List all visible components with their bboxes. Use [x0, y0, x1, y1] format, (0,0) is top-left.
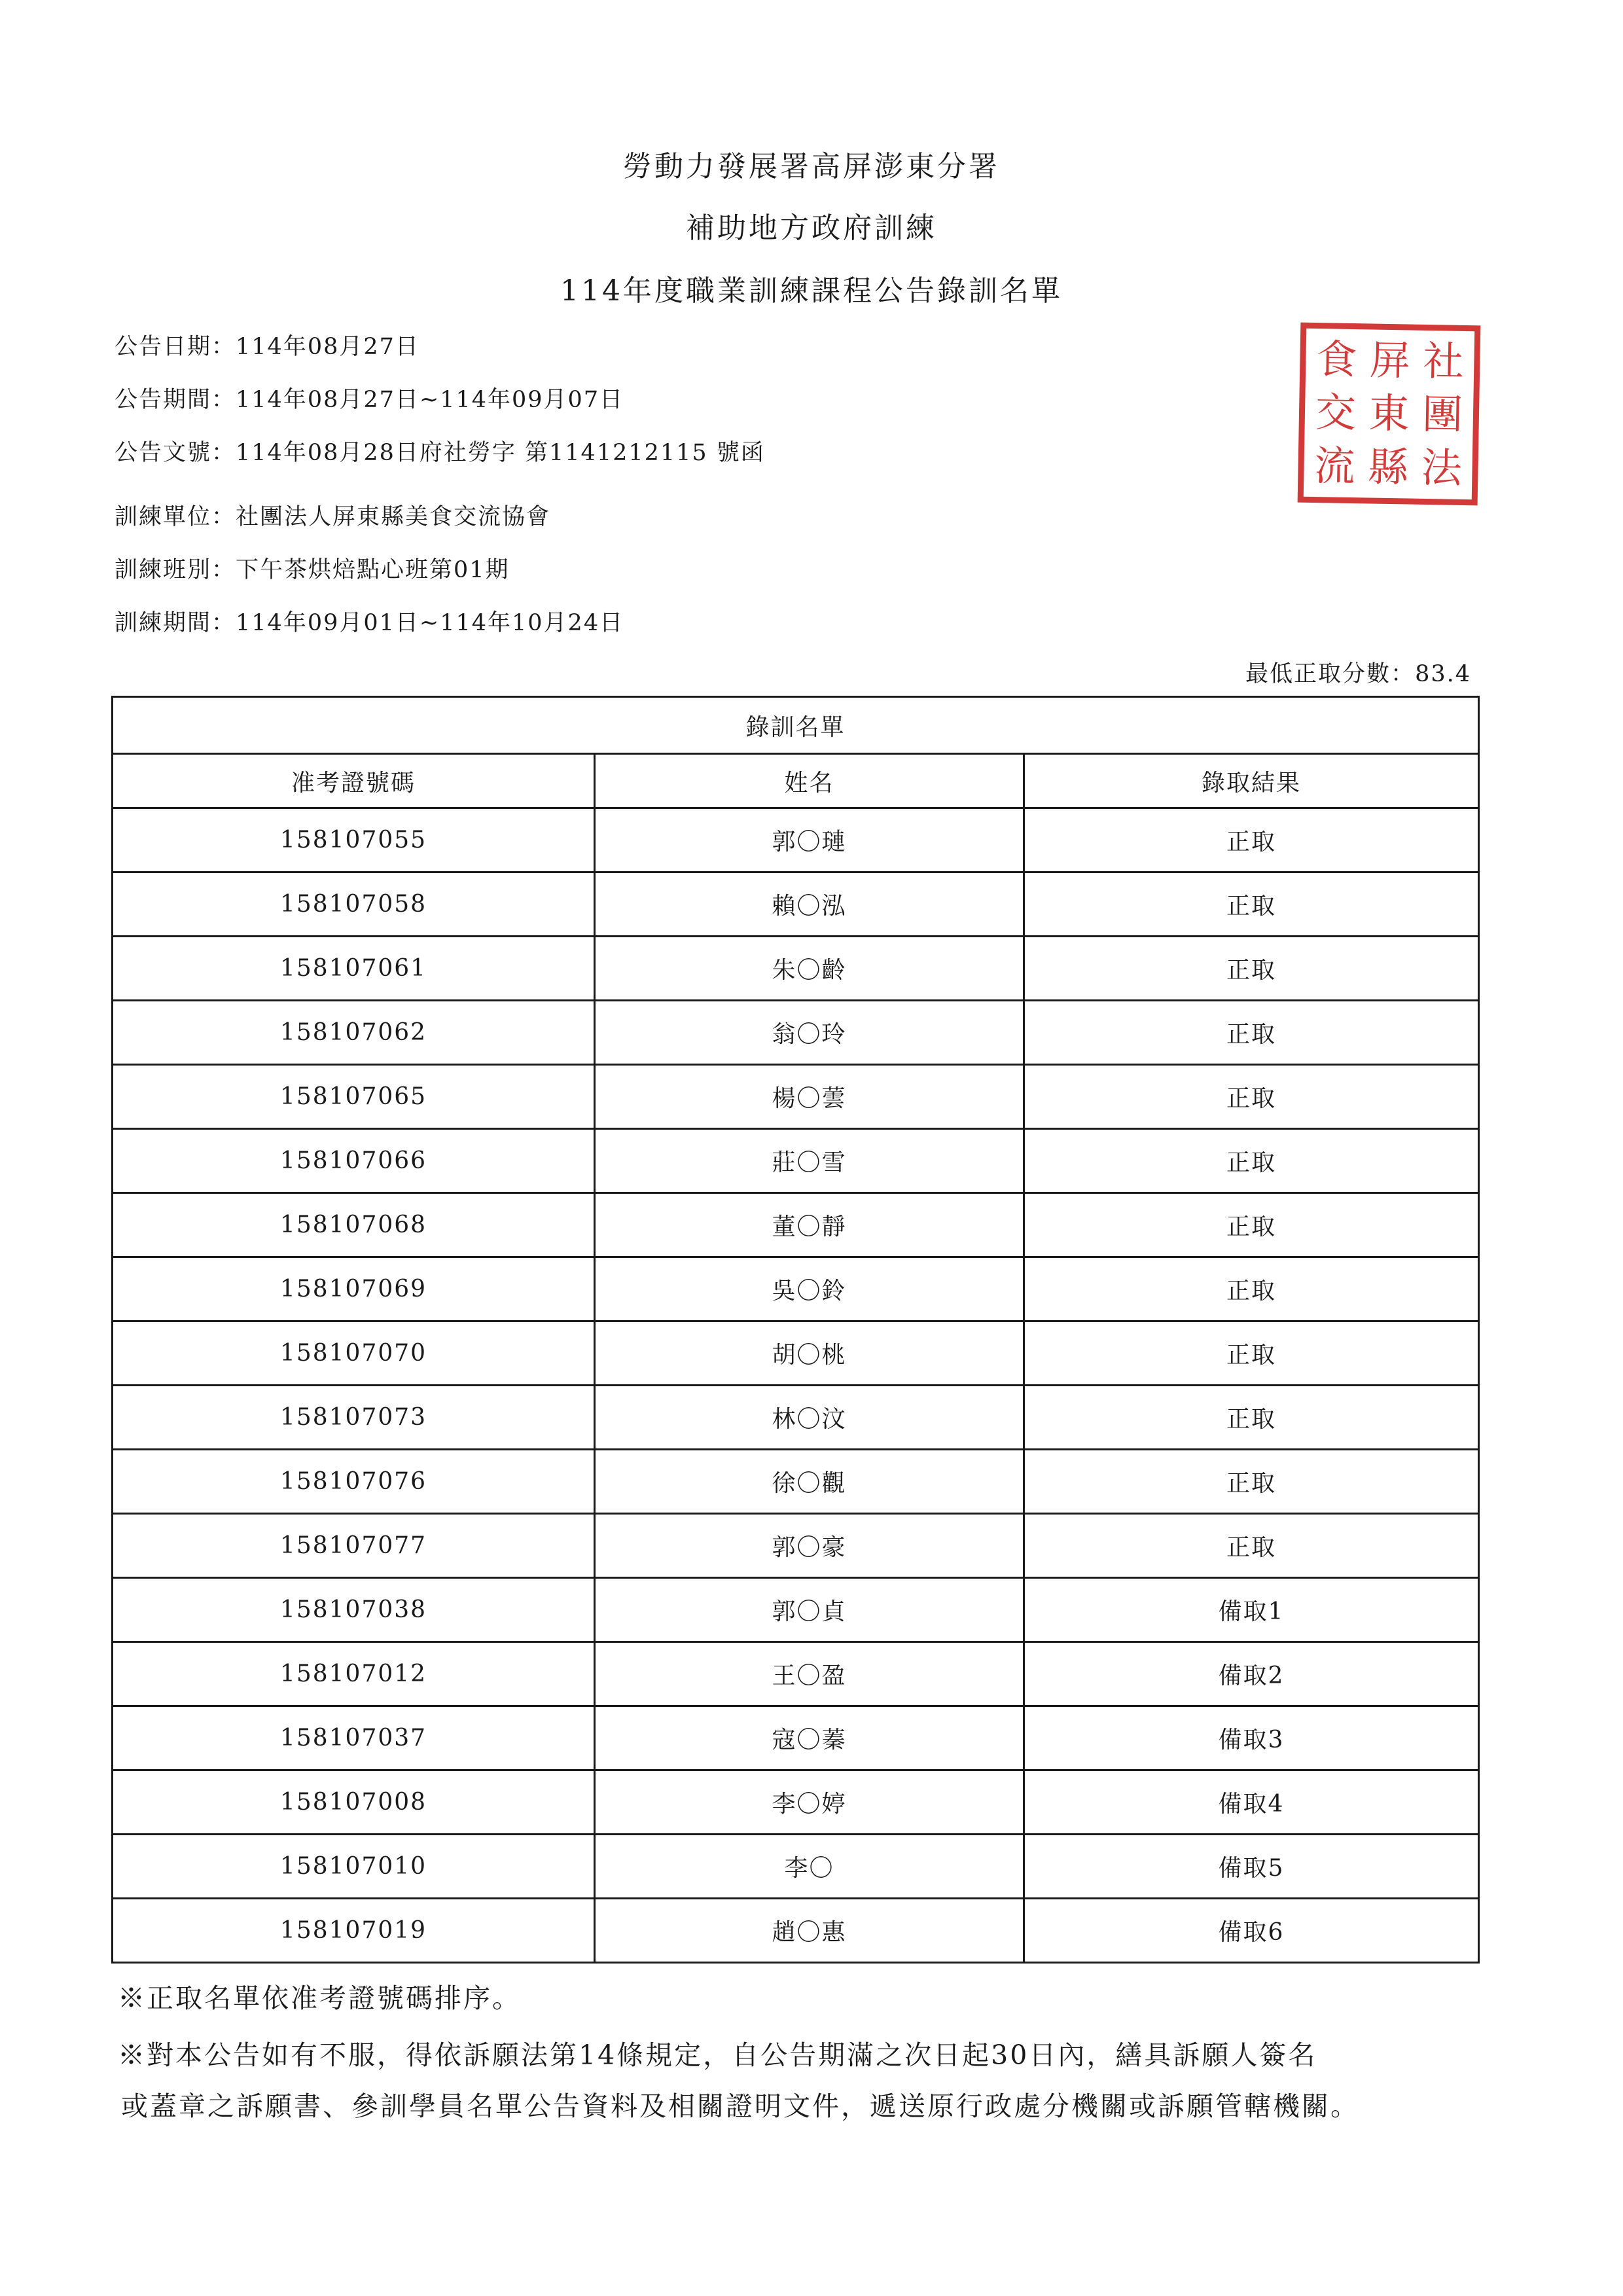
announce-period-label: 公告期間：	[115, 387, 236, 413]
seal-char: 縣	[1367, 442, 1409, 492]
announce-period	[115, 382, 624, 414]
cell-name: 翁〇玲	[595, 1001, 1024, 1065]
seal-char: 交	[1315, 388, 1357, 437]
cell-exam-number: 158107010	[113, 1835, 595, 1899]
cell-name: 莊〇雪	[595, 1129, 1024, 1193]
minimum-score-label: 最低正取分數：	[1245, 661, 1416, 687]
cell-name: 徐〇觀	[595, 1450, 1024, 1514]
training-unit	[115, 499, 550, 531]
table-row	[113, 808, 1479, 872]
table-row	[113, 937, 1479, 1001]
cell-result: 正取	[1024, 1386, 1479, 1450]
agency-title: 勞動力發展署高屏澎東分署	[623, 150, 1000, 183]
cell-exam-number: 158107061	[113, 937, 595, 1001]
announce-date-value: 114年08月27日	[236, 334, 419, 360]
cell-exam-number: 158107012	[113, 1642, 595, 1706]
cell-exam-number: 158107055	[113, 808, 595, 872]
cell-result: 備取2	[1024, 1642, 1479, 1706]
cell-result: 備取3	[1024, 1706, 1479, 1770]
cell-exam-number: 158107066	[113, 1129, 595, 1193]
announce-date	[115, 329, 419, 361]
cell-result: 正取	[1024, 872, 1479, 937]
table-row	[113, 1450, 1479, 1514]
seal-char: 東	[1368, 389, 1410, 439]
table-row	[113, 1835, 1479, 1899]
cell-exam-number: 158107068	[113, 1193, 595, 1257]
cell-exam-number: 158107065	[113, 1065, 595, 1129]
cell-result: 正取	[1024, 1514, 1479, 1578]
table-row	[113, 1770, 1479, 1835]
cell-name: 楊〇蕓	[595, 1065, 1024, 1129]
cell-result: 正取	[1024, 1129, 1479, 1193]
header-result: 錄取結果	[1024, 754, 1479, 808]
cell-name: 趙〇惠	[595, 1899, 1024, 1963]
table-row	[113, 1129, 1479, 1193]
sort-note: ※正取名單依准考證號碼排序。	[118, 1982, 521, 2014]
cell-name: 吳〇鈴	[595, 1257, 1024, 1321]
table-row	[113, 1578, 1479, 1642]
header-name: 姓名	[595, 754, 1024, 808]
cell-result: 正取	[1024, 1450, 1479, 1514]
table-row	[113, 872, 1479, 937]
table-row	[113, 1899, 1479, 1963]
cell-name: 胡〇桃	[595, 1321, 1024, 1386]
admission-table	[111, 696, 1480, 1964]
cell-result: 備取6	[1024, 1899, 1479, 1963]
table-header-row	[113, 754, 1479, 808]
table-caption-row	[113, 697, 1479, 754]
cell-name: 李〇	[595, 1835, 1024, 1899]
cell-result: 正取	[1024, 808, 1479, 872]
cell-name: 李〇婷	[595, 1770, 1024, 1835]
cell-exam-number: 158107058	[113, 872, 595, 937]
training-period-label: 訓練期間：	[115, 610, 236, 636]
table-row	[113, 1065, 1479, 1129]
table-row	[113, 1257, 1479, 1321]
cell-name: 王〇盈	[595, 1642, 1024, 1706]
table-row	[113, 1514, 1479, 1578]
cell-exam-number: 158107069	[113, 1257, 595, 1321]
table-row	[113, 1001, 1479, 1065]
announce-period-value: 114年08月27日~114年09月07日	[236, 387, 624, 413]
cell-exam-number: 158107070	[113, 1321, 595, 1386]
cell-exam-number: 158107077	[113, 1514, 595, 1578]
document-number	[115, 435, 765, 467]
cell-name: 郭〇豪	[595, 1514, 1024, 1578]
appeal-note-line2: 或蓋章之訴願書、參訓學員名單公告資料及相關證明文件，遞送原行政處分機關或訴願管轄機關。	[121, 2090, 1359, 2122]
table-row	[113, 1193, 1479, 1257]
cell-result: 正取	[1024, 1321, 1479, 1386]
cell-exam-number: 158107037	[113, 1706, 595, 1770]
seal-char: 社	[1422, 336, 1465, 386]
table-row	[113, 1642, 1479, 1706]
seal-char: 流	[1313, 442, 1356, 491]
training-unit-label: 訓練單位：	[115, 504, 236, 530]
document-number-label: 公告文號：	[115, 440, 236, 466]
program-title: 補助地方政府訓練	[686, 211, 937, 245]
cell-name: 董〇靜	[595, 1193, 1024, 1257]
training-class	[115, 552, 510, 584]
cell-exam-number: 158107038	[113, 1578, 595, 1642]
document-title: 114年度職業訓練課程公告錄訓名單	[560, 274, 1063, 308]
cell-name: 林〇汶	[595, 1386, 1024, 1450]
cell-exam-number: 158107062	[113, 1001, 595, 1065]
cell-name: 郭〇璉	[595, 808, 1024, 872]
table-caption: 錄訓名單	[113, 697, 1479, 754]
cell-result: 正取	[1024, 1193, 1479, 1257]
seal-char: 屏	[1369, 336, 1411, 385]
cell-result: 正取	[1024, 937, 1479, 1001]
cell-result: 備取1	[1024, 1578, 1479, 1642]
cell-name: 朱〇齡	[595, 937, 1024, 1001]
cell-name: 寇〇蓁	[595, 1706, 1024, 1770]
training-period-value: 114年09月01日~114年10月24日	[236, 610, 624, 636]
cell-result: 正取	[1024, 1065, 1479, 1129]
cell-exam-number: 158107076	[113, 1450, 595, 1514]
cell-exam-number: 158107019	[113, 1899, 595, 1963]
minimum-score-value: 83.4	[1415, 661, 1471, 687]
header-exam-number: 准考證號碼	[113, 754, 595, 808]
appeal-note-line1: ※對本公告如有不服，得依訴願法第14條規定，自公告期滿之次日起30日內，繕具訴願人簽名	[118, 2039, 1317, 2071]
announce-date-label: 公告日期：	[115, 334, 236, 360]
cell-result: 備取5	[1024, 1835, 1479, 1899]
cell-result: 備取4	[1024, 1770, 1479, 1835]
seal-char: 團	[1421, 390, 1463, 439]
table-row	[113, 1386, 1479, 1450]
cell-name: 賴〇泓	[595, 872, 1024, 937]
training-period	[115, 605, 624, 637]
seal-char: 食	[1315, 334, 1357, 384]
table-row	[113, 1321, 1479, 1386]
minimum-score	[1245, 656, 1471, 689]
document-number-value: 114年08月28日府社勞字 第1141212115 號函	[236, 440, 765, 466]
seal-char: 法	[1421, 444, 1463, 493]
training-unit-value: 社團法人屏東縣美食交流協會	[236, 504, 551, 530]
cell-result: 正取	[1024, 1257, 1479, 1321]
organization-seal	[1298, 323, 1481, 506]
table-body	[113, 808, 1479, 1963]
training-class-value: 下午茶烘焙點心班第01期	[236, 557, 510, 583]
cell-result: 正取	[1024, 1001, 1479, 1065]
table-row	[113, 1706, 1479, 1770]
cell-exam-number: 158107073	[113, 1386, 595, 1450]
cell-name: 郭〇貞	[595, 1578, 1024, 1642]
training-class-label: 訓練班別：	[115, 557, 236, 583]
cell-exam-number: 158107008	[113, 1770, 595, 1835]
